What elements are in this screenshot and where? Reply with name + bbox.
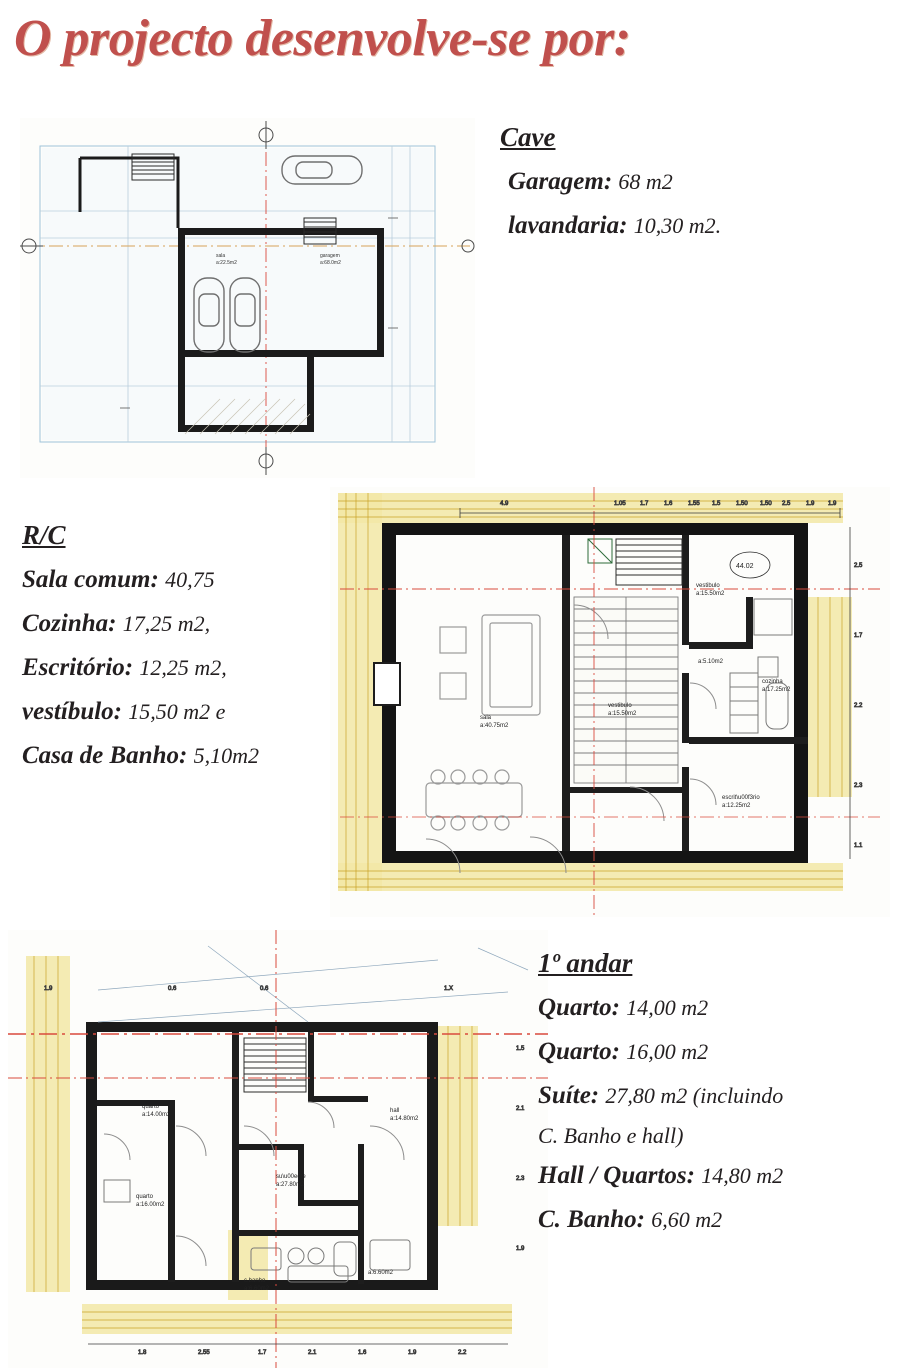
svg-text:a:6.60m2: a:6.60m2 <box>244 1286 270 1292</box>
svg-text:su\u00edte: su\u00edte <box>276 1174 306 1180</box>
rc-line-1: Cozinha: 17,25 m2, <box>22 610 211 637</box>
svg-text:0.6: 0.6 <box>168 986 177 992</box>
svg-text:44.02: 44.02 <box>736 563 754 570</box>
rc-line-3: vestíbulo: 15,50 m2 e <box>22 698 226 725</box>
svg-text:a:16.00m2: a:16.00m2 <box>136 1202 165 1208</box>
svg-text:vestibulo: vestibulo <box>608 703 632 709</box>
section-heading-first-floor: 1º andar <box>538 948 633 978</box>
svg-text:a:40.75m2: a:40.75m2 <box>480 723 509 729</box>
svg-text:hall: hall <box>390 1108 400 1114</box>
svg-text:2.1: 2.1 <box>308 1350 317 1356</box>
svg-text:1.9: 1.9 <box>516 1246 525 1252</box>
svg-text:a:12.25m2: a:12.25m2 <box>722 803 751 809</box>
andar1-line-1: Quarto: 16,00 m2 <box>538 1038 709 1065</box>
svg-text:sala: sala <box>480 715 492 721</box>
svg-text:1.9: 1.9 <box>44 986 53 992</box>
andar1-line-3: C. Banho e hall) <box>538 1123 684 1148</box>
svg-text:1.50: 1.50 <box>736 501 748 507</box>
svg-text:a:6.60m2: a:6.60m2 <box>368 1270 394 1276</box>
svg-text:1.9: 1.9 <box>806 501 815 507</box>
svg-text:1.7: 1.7 <box>854 633 863 639</box>
svg-text:2.3: 2.3 <box>516 1176 525 1182</box>
floor-plan-rc <box>330 487 890 917</box>
rc-line-4: Casa de Banho: 5,10m2 <box>22 742 259 769</box>
svg-text:2.5: 2.5 <box>854 563 863 569</box>
floor-plan-first-floor <box>8 930 548 1368</box>
section-text-first-floor <box>538 948 783 1242</box>
svg-text:quarto: quarto <box>142 1104 160 1110</box>
svg-text:1.6: 1.6 <box>664 501 673 507</box>
rc-line-2: Escritório: 12,25 m2, <box>22 654 227 681</box>
svg-text:a:22.5m2: a:22.5m2 <box>216 260 237 266</box>
section-text-cave <box>500 122 721 248</box>
svg-text:1.8: 1.8 <box>138 1350 147 1356</box>
svg-text:4.9: 4.9 <box>500 501 509 507</box>
svg-text:a:68.0m2: a:68.0m2 <box>320 260 341 266</box>
svg-text:1.1: 1.1 <box>854 843 863 849</box>
svg-text:sala: sala <box>216 253 226 259</box>
svg-text:vestibulo: vestibulo <box>696 583 720 589</box>
svg-text:escrit\u00f3rio: escrit\u00f3rio <box>722 795 760 801</box>
svg-text:2.55: 2.55 <box>198 1350 210 1356</box>
andar1-line-2: Suíte: 27,80 m2 (incluindo <box>538 1082 784 1109</box>
floor-plan-cave <box>20 118 475 478</box>
cave-line-1: lavandaria: 10,30 m2. <box>508 212 722 239</box>
svg-text:1.5: 1.5 <box>712 501 721 507</box>
svg-text:1.55: 1.55 <box>688 501 700 507</box>
svg-text:2.5: 2.5 <box>782 501 791 507</box>
svg-text:2.1: 2.1 <box>516 1106 525 1112</box>
svg-text:0.6: 0.6 <box>260 986 269 992</box>
section-text-rc <box>22 520 259 778</box>
svg-text:cozinha: cozinha <box>762 679 783 685</box>
svg-text:a:14.80m2: a:14.80m2 <box>390 1116 419 1122</box>
svg-text:quarto: quarto <box>136 1194 154 1200</box>
section-heading-cave: Cave <box>500 122 556 152</box>
svg-text:a:17.25m2: a:17.25m2 <box>762 687 791 693</box>
svg-text:a:27.80m2: a:27.80m2 <box>276 1182 305 1188</box>
svg-text:1.9: 1.9 <box>828 501 837 507</box>
svg-text:2.2: 2.2 <box>854 703 863 709</box>
svg-text:1.50: 1.50 <box>760 501 772 507</box>
svg-text:1.7: 1.7 <box>640 501 649 507</box>
svg-text:a:15.50m2: a:15.50m2 <box>608 711 637 717</box>
svg-text:1.X: 1.X <box>444 986 454 992</box>
svg-text:2.2: 2.2 <box>458 1350 467 1356</box>
svg-text:2.3: 2.3 <box>854 783 863 789</box>
svg-text:garagem: garagem <box>320 253 340 259</box>
svg-text:1.6: 1.6 <box>358 1350 367 1356</box>
svg-text:a:14.00m2: a:14.00m2 <box>142 1112 171 1118</box>
andar1-line-5: C. Banho: 6,60 m2 <box>538 1206 723 1233</box>
andar1-line-4: Hall / Quartos: 14,80 m2 <box>538 1162 784 1189</box>
section-heading-rc: R/C <box>22 520 66 550</box>
svg-text:1.7: 1.7 <box>258 1350 267 1356</box>
svg-text:c.banho: c.banho <box>244 1278 266 1284</box>
cave-line-0: Garagem: 68 m2 <box>508 168 673 195</box>
svg-text:a:15.50m2: a:15.50m2 <box>696 591 725 597</box>
andar1-line-0: Quarto: 14,00 m2 <box>538 994 709 1021</box>
svg-text:1.05: 1.05 <box>614 501 626 507</box>
svg-text:1.9: 1.9 <box>408 1350 417 1356</box>
page-title: O projecto desenvolve-se por: <box>14 10 631 67</box>
rc-line-0: Sala comum: 40,75 <box>22 566 215 593</box>
svg-text:1.5: 1.5 <box>516 1046 525 1052</box>
svg-text:a:5.10m2: a:5.10m2 <box>698 659 724 665</box>
